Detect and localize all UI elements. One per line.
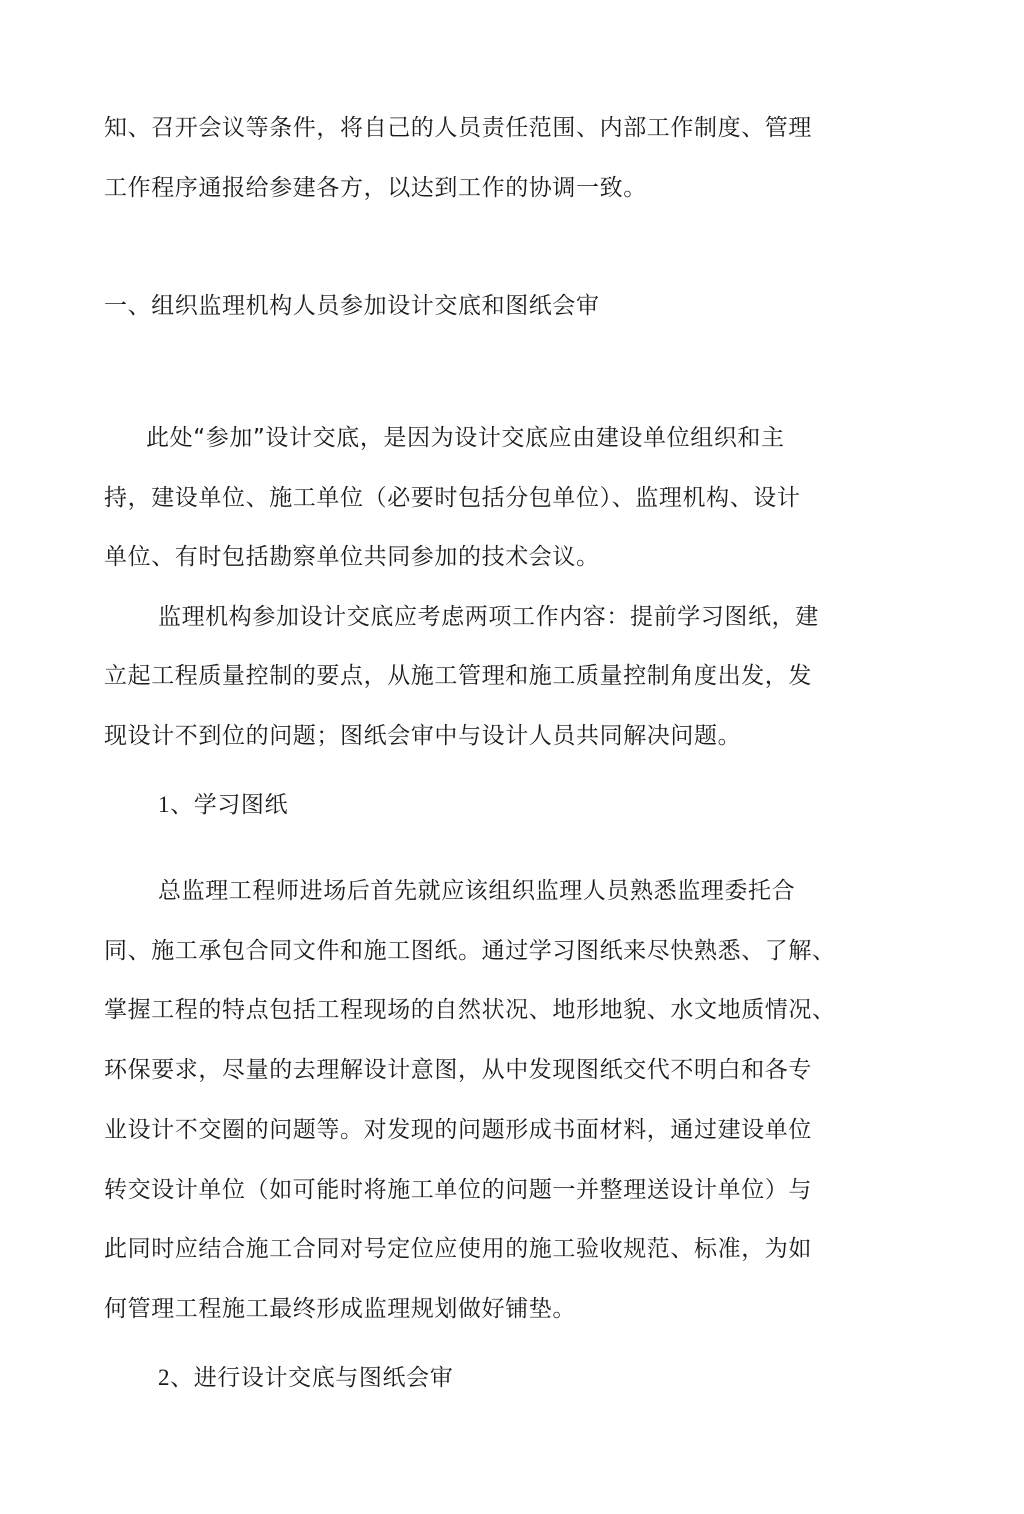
para1-line-1: 此处“参加”设计交底，是因为设计交底应由建设单位组织和主 [146,425,785,451]
para2-line-3: 现设计不到位的问题；图纸会审中与设计人员共同解决问题。 [104,723,742,749]
subheading-1 [158,790,288,820]
section-heading: 一、组织监理机构人员参加设计交底和图纸会审 [104,293,600,319]
intro-line-2: 工作程序通报给参建各方，以达到工作的协调一致。 [104,175,647,201]
subheading-2-title: 进行设计交底与图纸会审 [193,1365,454,1391]
para1-line-2: 持，建设单位、施工单位（必要时包括分包单位）、监理机构、设计 [104,485,801,511]
subheading-1-number: 1、 [158,792,194,817]
para3-line-7: 此同时应结合施工合同对号定位应使用的施工验收规范、标准，为如 [104,1236,812,1262]
para1-line-3: 单位、有时包括勘察单位共同参加的技术会议。 [104,544,600,570]
para3-line-6: 转交设计单位（如可能时将施工单位的问题一并整理送设计单位）与 [104,1177,812,1203]
subheading-1-title: 学习图纸 [193,792,289,818]
para3-line-4: 环保要求，尽量的去理解设计意图，从中发现图纸交代不明白和各专 [104,1057,812,1083]
subheading-2 [158,1363,453,1393]
para3-line-2: 同、施工承包合同文件和施工图纸。通过学习图纸来尽快熟悉、了解、 [104,938,836,964]
para3-line-3: 掌握工程的特点包括工程现场的自然状况、地形地貌、水文地质情况、 [104,997,836,1023]
para3-line-5: 业设计不交圈的问题等。对发现的问题形成书面材料，通过建设单位 [104,1117,812,1143]
para2-line-2: 立起工程质量控制的要点，从施工管理和施工质量控制角度出发，发 [104,663,812,689]
para3-line-1: 总监理工程师进场后首先就应该组织监理人员熟悉监理委托合 [158,878,796,904]
subheading-2-number: 2、 [158,1365,194,1390]
intro-line-1: 知、召开会议等条件，将自己的人员责任范围、内部工作制度、管理 [104,115,812,141]
para2-line-1: 监理机构参加设计交底应考虑两项工作内容：提前学习图纸，建 [158,604,819,630]
para3-line-8: 何管理工程施工最终形成监理规划做好铺垫。 [104,1296,576,1322]
